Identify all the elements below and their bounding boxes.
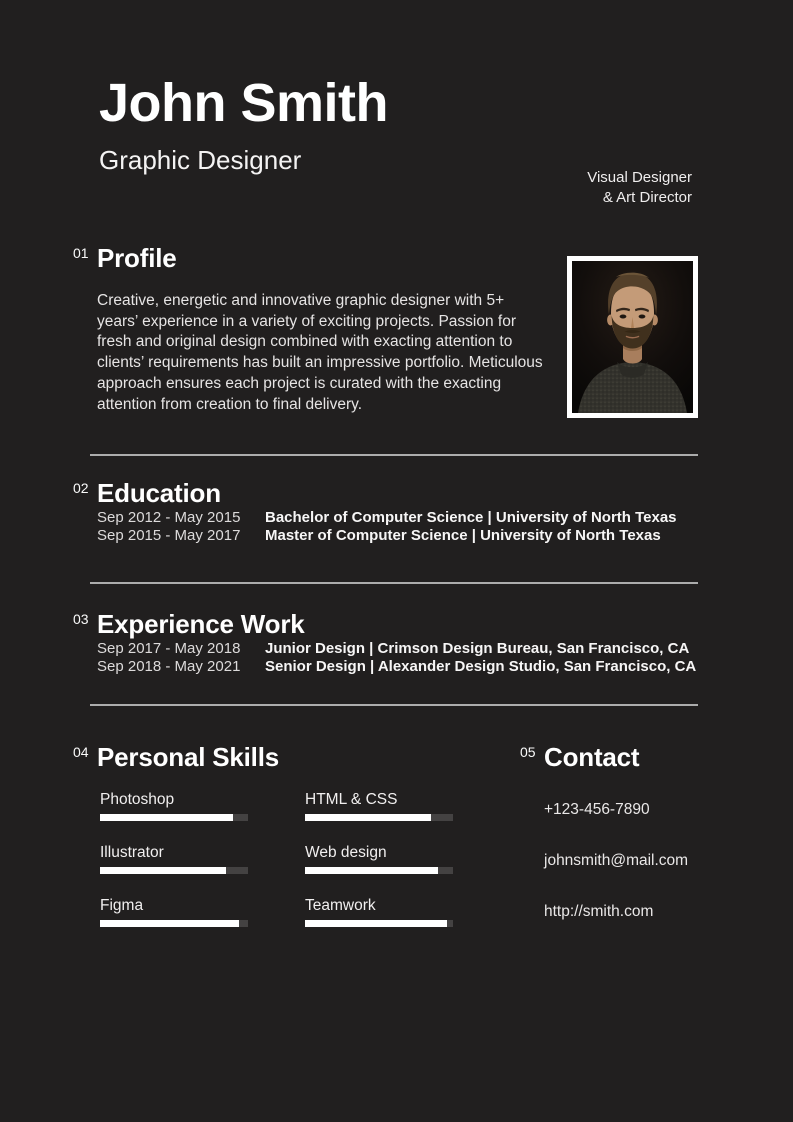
skills-heading (73, 742, 447, 773)
section-contact (520, 742, 688, 954)
skill-label: Photoshop (100, 790, 175, 808)
section-title: Experience Work (97, 608, 305, 639)
section-education (73, 478, 793, 545)
experience-dates: Sep 2017 - May 2018 (97, 639, 241, 657)
profile-text: Creative, energetic and innovative graphic designer with 5+ years’ experience in a variety of exciting projects. Passion for fresh and original design combined with exacting attention to clients’ requirements has built an impressive portfolio. Meticulous approach ensures each project is curated with the exacting attention from creation to final delivery. (97, 291, 543, 413)
education-dates: Sep 2012 - May 2015 (97, 508, 241, 526)
skill-bar-track (305, 920, 453, 927)
skill-label: Teamwork (305, 896, 376, 914)
skill-bar-fill (100, 814, 233, 821)
contact-item: http://smith.com (544, 902, 654, 920)
section-title: Personal Skills (97, 741, 279, 772)
experience-detail: Senior Design | Alexander Design Studio, San Francisco, CA (265, 657, 697, 675)
skill-bar-track (305, 814, 453, 821)
section-number: 05 (520, 743, 536, 760)
skill-label: Web design (305, 843, 387, 861)
tagline-line-2: & Art Director (602, 189, 692, 206)
skill-bar-track (305, 867, 453, 874)
experience-row (97, 658, 793, 676)
skill-item (100, 896, 248, 927)
profile-photo (567, 256, 698, 418)
tagline (587, 168, 692, 208)
education-dates: Sep 2015 - May 2017 (97, 526, 241, 544)
skill-item (305, 790, 453, 821)
skill-bar-track (100, 814, 248, 821)
skill-bar-fill (100, 867, 226, 874)
section-number: 04 (73, 743, 89, 760)
education-heading (73, 478, 793, 509)
portrait-illustration (572, 261, 693, 413)
skill-bar-track (100, 867, 248, 874)
experience-detail: Junior Design | Crimson Design Bureau, San Francisco, CA (265, 639, 690, 657)
section-number: 02 (73, 479, 89, 496)
contact-item: +123-456-7890 (544, 800, 650, 818)
skill-item (305, 843, 453, 874)
skill-label: Illustrator (100, 843, 164, 861)
experience-list (97, 640, 793, 676)
skill-label: HTML & CSS (305, 790, 398, 808)
person-name: John Smith (99, 73, 388, 133)
contact-list (544, 801, 688, 921)
section-number: 01 (73, 244, 89, 261)
skill-item (305, 896, 453, 927)
education-row (97, 527, 793, 545)
education-list (97, 509, 793, 545)
divider (90, 454, 698, 456)
tagline-line-1: Visual Designer (587, 169, 692, 186)
skill-bar-fill (305, 814, 431, 821)
divider (90, 704, 698, 706)
skill-bar-fill (100, 920, 239, 927)
skill-item (100, 790, 248, 821)
skill-label: Figma (100, 896, 144, 914)
bottom-columns (73, 742, 793, 954)
skills-grid (100, 790, 447, 927)
skill-bar-fill (305, 867, 438, 874)
skill-bar-track (100, 920, 248, 927)
education-detail: Master of Computer Science | University of North Texas (265, 526, 661, 544)
contact-item: johnsmith@mail.com (544, 851, 689, 869)
skill-bar-fill (305, 920, 447, 927)
education-row (97, 509, 793, 527)
section-title: Contact (544, 741, 640, 772)
experience-row (97, 640, 793, 658)
section-number: 03 (73, 610, 89, 627)
divider (90, 582, 698, 584)
experience-heading (73, 609, 793, 640)
education-detail: Bachelor of Computer Science | University of North Texas (265, 508, 677, 526)
contact-heading (520, 742, 688, 773)
section-skills (73, 742, 447, 954)
section-title: Education (97, 477, 221, 508)
skill-item (100, 843, 248, 874)
section-title: Profile (97, 242, 177, 273)
section-experience (73, 609, 793, 676)
experience-dates: Sep 2018 - May 2021 (97, 657, 241, 675)
person-job-title: Graphic Designer (99, 145, 302, 175)
